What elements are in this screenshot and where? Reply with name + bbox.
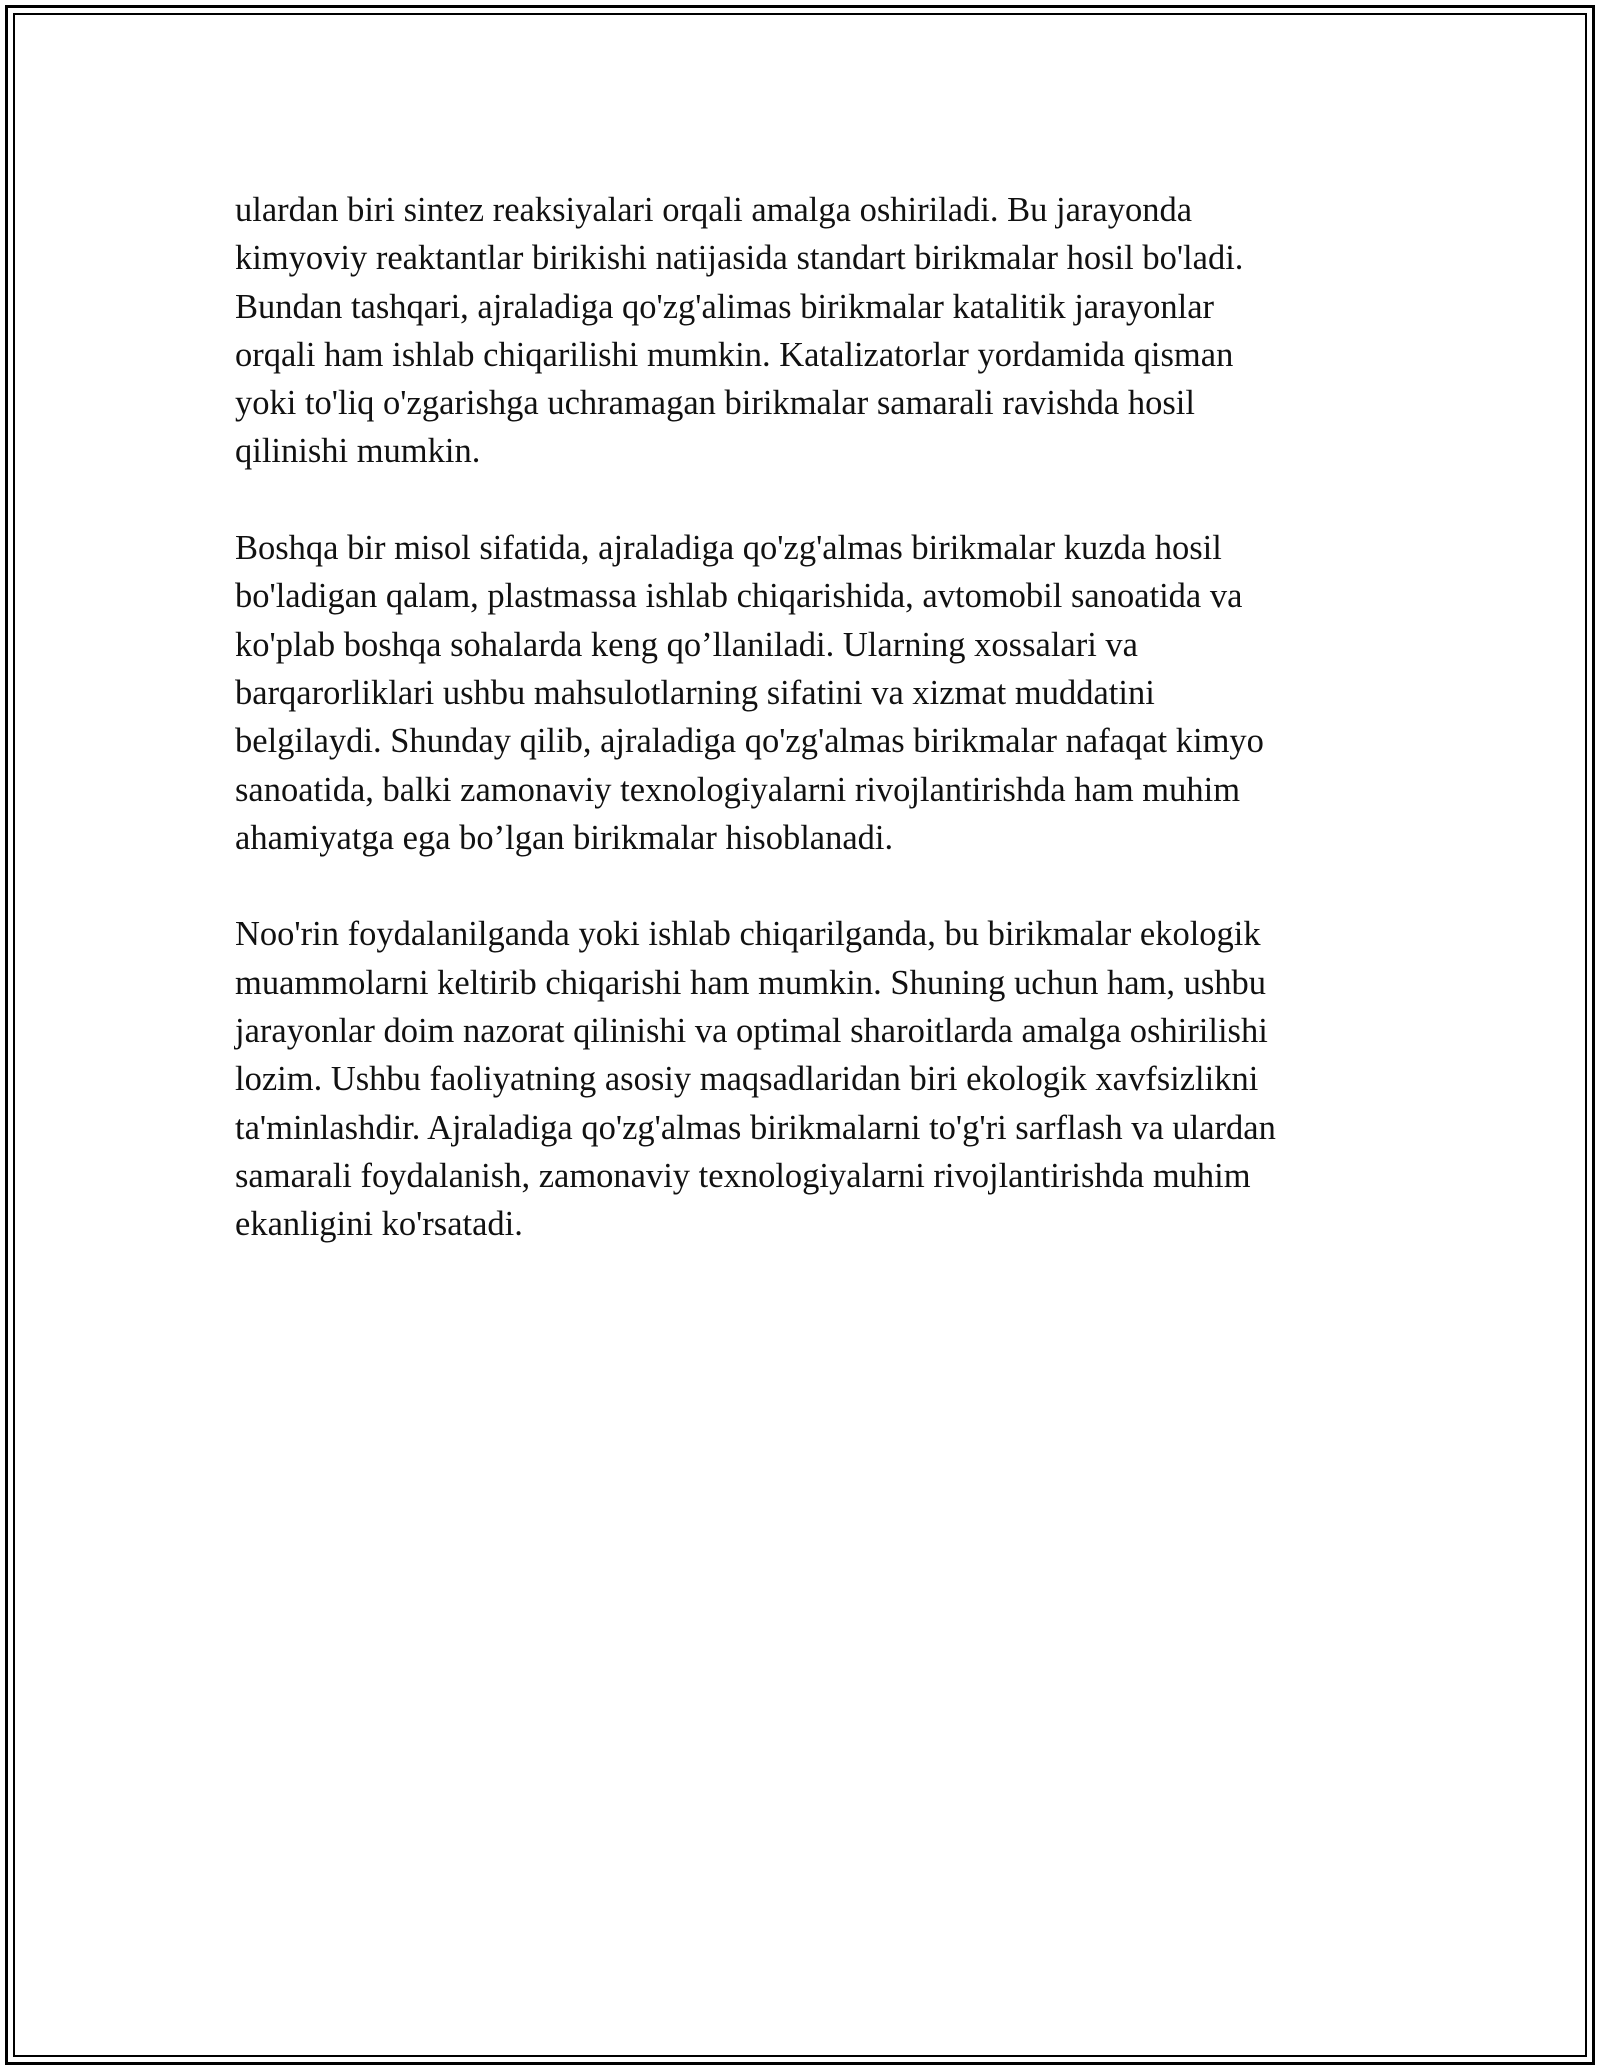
- text-line: ko'plab boshqa sohalarda keng qo’llaniladi. Ularning xossalari va: [235, 625, 1138, 664]
- text-line: yoki to'liq o'zgarishga uchramagan birikmalar samarali ravishda hosil: [235, 384, 1195, 423]
- text-line: lozim. Ushbu faoliyatning asosiy maqsadlaridan biri ekologik xavfsizlikni: [235, 1060, 1259, 1099]
- text-line: barqarorliklari ushbu mahsulotlarning sifatini va xizmat muddatini: [235, 673, 1155, 712]
- paragraph-2: [235, 524, 1365, 862]
- text-line: ulardan biri sintez reaksiyalari orqali amalga oshiriladi. Bu jarayonda: [235, 191, 1193, 229]
- text-line: orqali ham ishlab chiqarilishi mumkin. Katalizatorlar yordamida qisman: [235, 335, 1234, 374]
- paragraph-1: [235, 186, 1365, 476]
- text-line: kimyoviy reaktantlar birikishi natijasida standart birikmalar hosil bo'ladi.: [235, 239, 1244, 278]
- text-line: qilinishi mumkin.: [235, 432, 481, 471]
- text-line: muammolarni keltirib chiqarishi ham mumkin. Shuning uchun ham, ushbu: [235, 963, 1267, 1002]
- text-line: ta'minlashdir. Ajraladiga qo'zg'almas birikmalarni to'g'ri sarflash va ulardan: [235, 1108, 1276, 1147]
- document-body: [235, 186, 1365, 1297]
- text-line: belgilaydi. Shunday qilib, ajraladiga qo'zg'almas birikmalar nafaqat kimyo: [235, 722, 1264, 761]
- paragraph-3: [235, 910, 1365, 1248]
- text-line: Boshqa bir misol sifatida, ajraladiga qo'zg'almas birikmalar kuzda hosil: [235, 529, 1222, 568]
- text-line: Noo'rin foydalanilganda yoki ishlab chiqarilganda, bu birikmalar ekologik: [235, 915, 1261, 954]
- text-line: sanoatida, balki zamonaviy texnologiyalarni rivojlantirishda ham muhim: [235, 770, 1241, 809]
- text-line: jarayonlar doim nazorat qilinishi va optimal sharoitlarda amalga oshirilishi: [235, 1012, 1268, 1051]
- text-line: samarali foydalanish, zamonaviy texnologiyalarni rivojlantirishda muhim: [235, 1156, 1251, 1195]
- text-line: ekanligini ko'rsatadi.: [235, 1205, 523, 1244]
- text-line: ahamiyatga ega bo’lgan birikmalar hisoblanadi.: [235, 818, 894, 857]
- text-line: Bundan tashqari, ajraladiga qo'zg'alimas birikmalar katalitik jarayonlar: [235, 287, 1215, 326]
- text-line: bo'ladigan qalam, plastmassa ishlab chiqarishida, avtomobil sanoatida va: [235, 577, 1243, 616]
